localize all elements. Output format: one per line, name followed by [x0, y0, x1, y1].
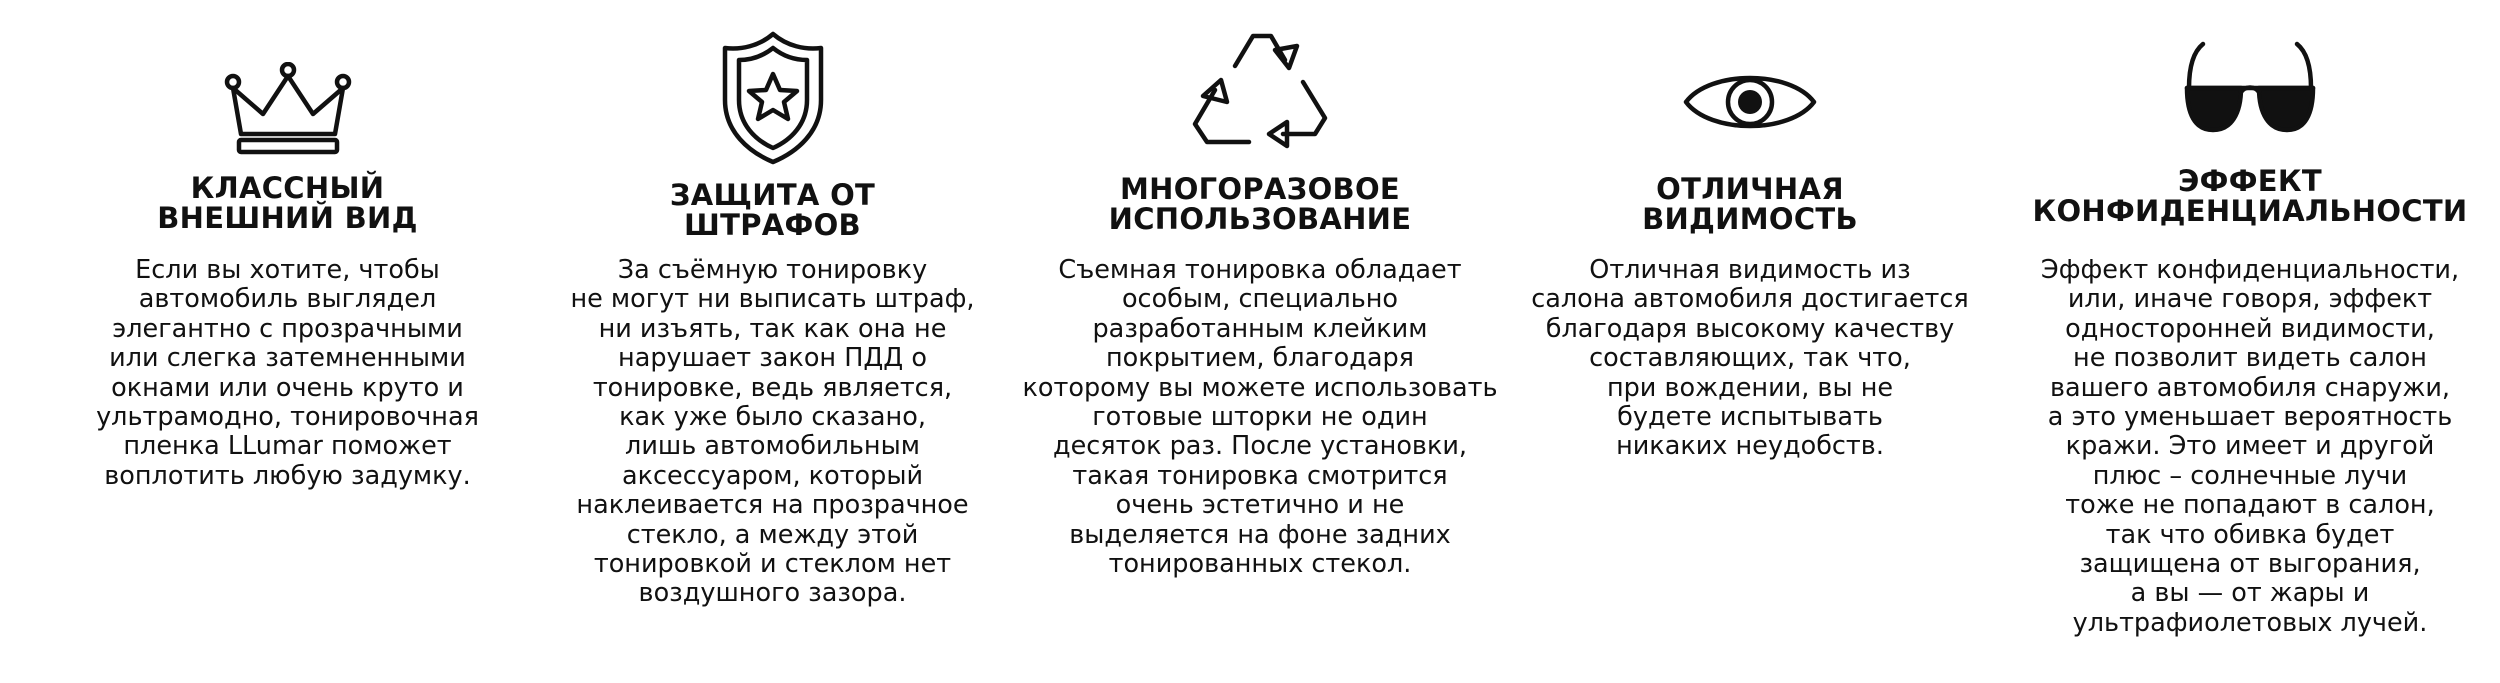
feature-title: МНОГОРАЗОВОЕ ИСПОЛЬЗОВАНИЕ	[1108, 172, 1412, 236]
feature-privacy	[2020, 0, 2480, 683]
crown-icon	[223, 62, 353, 158]
feature-title: ЭФФЕКТ КОНФИДЕНЦИАЛЬНОСТИ	[2032, 164, 2468, 228]
feature-description: Съемная тонировка обладает особым, специально разработанным клейким покрытием, благодаря которому вы можете использовать готовые шторки не один десяток раз. После установки, такая тонировка смотрится очень эстетично и не выделяется на фоне задних тонированных стекол.	[1022, 255, 1498, 580]
feature-title: ОТЛИЧНАЯ ВИДИМОСТЬ	[1642, 172, 1858, 236]
feature-fine-protection	[555, 0, 990, 683]
feature-description: Отличная видимость из салона автомобиля достигается благодаря высокому качеству составляющих, так что, при вождении, вы не будете испытывать никаких неудобств.	[1531, 255, 1969, 462]
feature-title: КЛАССНЫЙ ВНЕШНИЙ ВИД	[157, 171, 418, 235]
feature-description: Эффект конфиденциальности, или, иначе говоря, эффект односторонней видимости, не позволит видеть салон вашего автомобиля снаружи, а это уменьшает вероятность кражи. Это имеет и другой плюс – солнечные лучи тоже не попадают в салон, так что обивка будет защищена от выгорания, а вы — от жары и ультрафиолетовых лучей.	[2040, 255, 2460, 638]
police-badge-star-icon	[713, 28, 833, 168]
feature-description: За съёмную тонировку не могут ни выписать штраф, ни изъять, так как она не нарушает закон ПДД о тонировке, ведь является, как уже было сказано, лишь автомобильным аксессуаром, который наклеивается на прозрачное стекло, а между этой тонировкой и стеклом нет воздушного зазора.	[570, 255, 975, 609]
recycle-icon	[1185, 24, 1335, 159]
feature-visibility	[1530, 0, 1970, 683]
eye-icon	[1682, 62, 1818, 142]
feature-reusable	[1015, 0, 1505, 683]
feature-description: Если вы хотите, чтобы автомобиль выглядел элегантно с прозрачными или слегка затемненными окнами или очень круто и ультрамодно, тонировочная пленка LLumar поможет воплотить любую задумку.	[96, 255, 479, 491]
feature-classy-look	[85, 0, 490, 683]
feature-title: ЗАЩИТА ОТ ШТРАФОВ	[669, 178, 876, 242]
sunglasses-icon	[2179, 38, 2321, 138]
